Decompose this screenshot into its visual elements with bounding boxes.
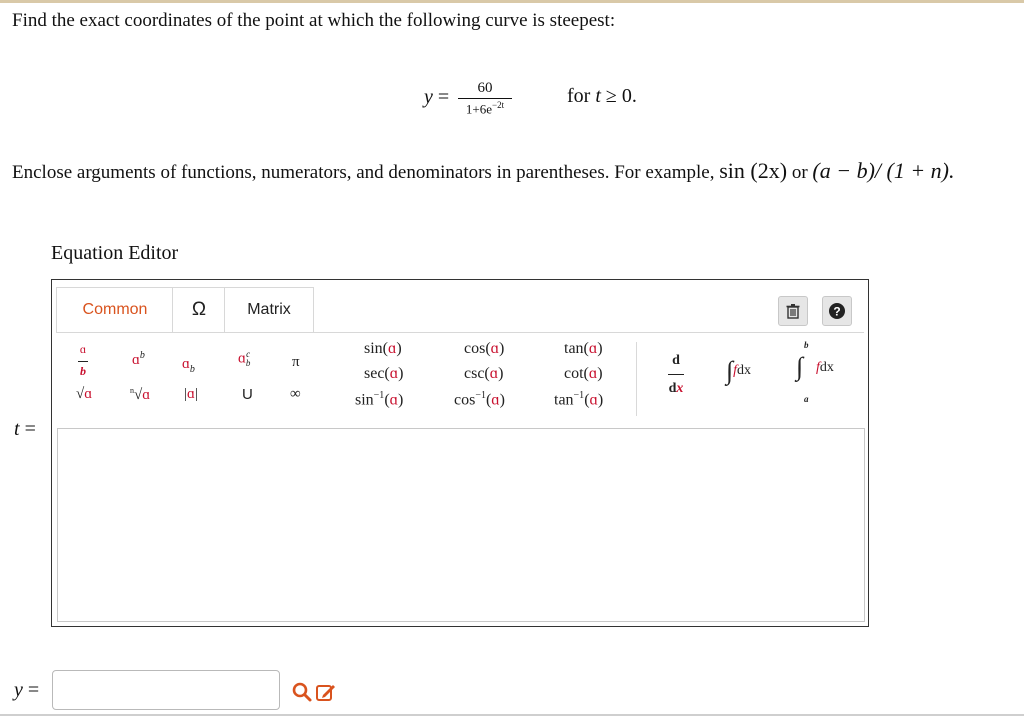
sec-button[interactable]: sec(ɑ) — [364, 365, 404, 382]
formula-condition: for t ≥ 0. — [567, 85, 637, 107]
sin-button[interactable]: sin(ɑ) — [364, 340, 402, 357]
tab-symbols[interactable]: Ω — [172, 287, 226, 332]
cos-button[interactable]: cos(ɑ) — [464, 340, 505, 357]
infinity-button[interactable]: ∞ — [290, 386, 301, 402]
nth-root-button[interactable]: $^n$√ɑ — [130, 386, 151, 403]
svg-text:?: ? — [833, 304, 841, 319]
formula-fraction — [458, 80, 512, 117]
help-icon — [829, 303, 845, 319]
answer-tools — [291, 681, 341, 703]
abs-value-button[interactable]: |ɑ| — [184, 386, 198, 402]
tan-button[interactable]: tan(ɑ) — [564, 340, 603, 357]
equation-editor-title: Equation Editor — [51, 242, 179, 264]
power-button[interactable]: ɑ$^b$ — [132, 350, 145, 368]
arcsin-button[interactable]: $\sin^{-1}(ɑ)$ — [355, 390, 404, 409]
pi-button[interactable]: π — [292, 354, 300, 370]
top-border — [0, 0, 1024, 3]
editor-tabs — [56, 284, 864, 332]
trash-icon — [785, 303, 801, 319]
palette-separator — [636, 342, 637, 416]
definite-integral-button[interactable]: b ∫ fdx a — [796, 340, 834, 404]
fraction-button[interactable]: ɑ b — [79, 342, 87, 378]
y-answer-input[interactable] — [52, 670, 280, 710]
equation-input-area[interactable] — [57, 428, 865, 622]
edit-pencil-icon[interactable] — [315, 681, 337, 703]
preview-search-icon[interactable] — [291, 681, 313, 703]
fraction-bar — [458, 98, 512, 99]
cot-button[interactable]: cot(ɑ) — [564, 365, 603, 382]
equation-editor — [51, 279, 869, 627]
integral-button[interactable]: ∫fdx — [726, 356, 752, 385]
union-button[interactable]: U — [242, 386, 253, 403]
tab-matrix[interactable]: Matrix — [224, 287, 314, 332]
derivative-button[interactable]: d dx — [668, 353, 684, 396]
formula-denominator: $1+6e^{-2t}$ — [465, 100, 505, 117]
y-label: y = — [14, 679, 40, 701]
tab-divider — [56, 332, 864, 333]
formula-lhs: y = — [424, 86, 450, 108]
bottom-border — [0, 714, 1024, 716]
formula-numerator: 60 — [477, 80, 493, 96]
subsup-button[interactable]: ɑc b — [238, 349, 251, 368]
tab-common[interactable]: Common — [56, 287, 174, 332]
sqrt-button[interactable]: √ɑ — [76, 386, 93, 402]
arctan-button[interactable]: $\tan^{-1}(ɑ)$ — [554, 390, 604, 409]
question-text: Find the exact coordinates of the point at which the following curve is steepest: — [12, 10, 616, 31]
symbol-palette — [52, 336, 868, 424]
t-label: t = — [14, 418, 36, 440]
instructions-text: Enclose arguments of functions, numerators, and denominators in parentheses. For example, sin (2x) or (a − b)/ (1 + n). — [12, 158, 955, 183]
csc-button[interactable]: csc(ɑ) — [464, 365, 504, 382]
help-button[interactable] — [822, 296, 852, 326]
clear-button[interactable] — [778, 296, 808, 326]
arccos-button[interactable]: $\cos^{-1}(ɑ)$ — [454, 390, 505, 409]
subscript-button[interactable]: ɑ$_b$ — [182, 356, 195, 375]
